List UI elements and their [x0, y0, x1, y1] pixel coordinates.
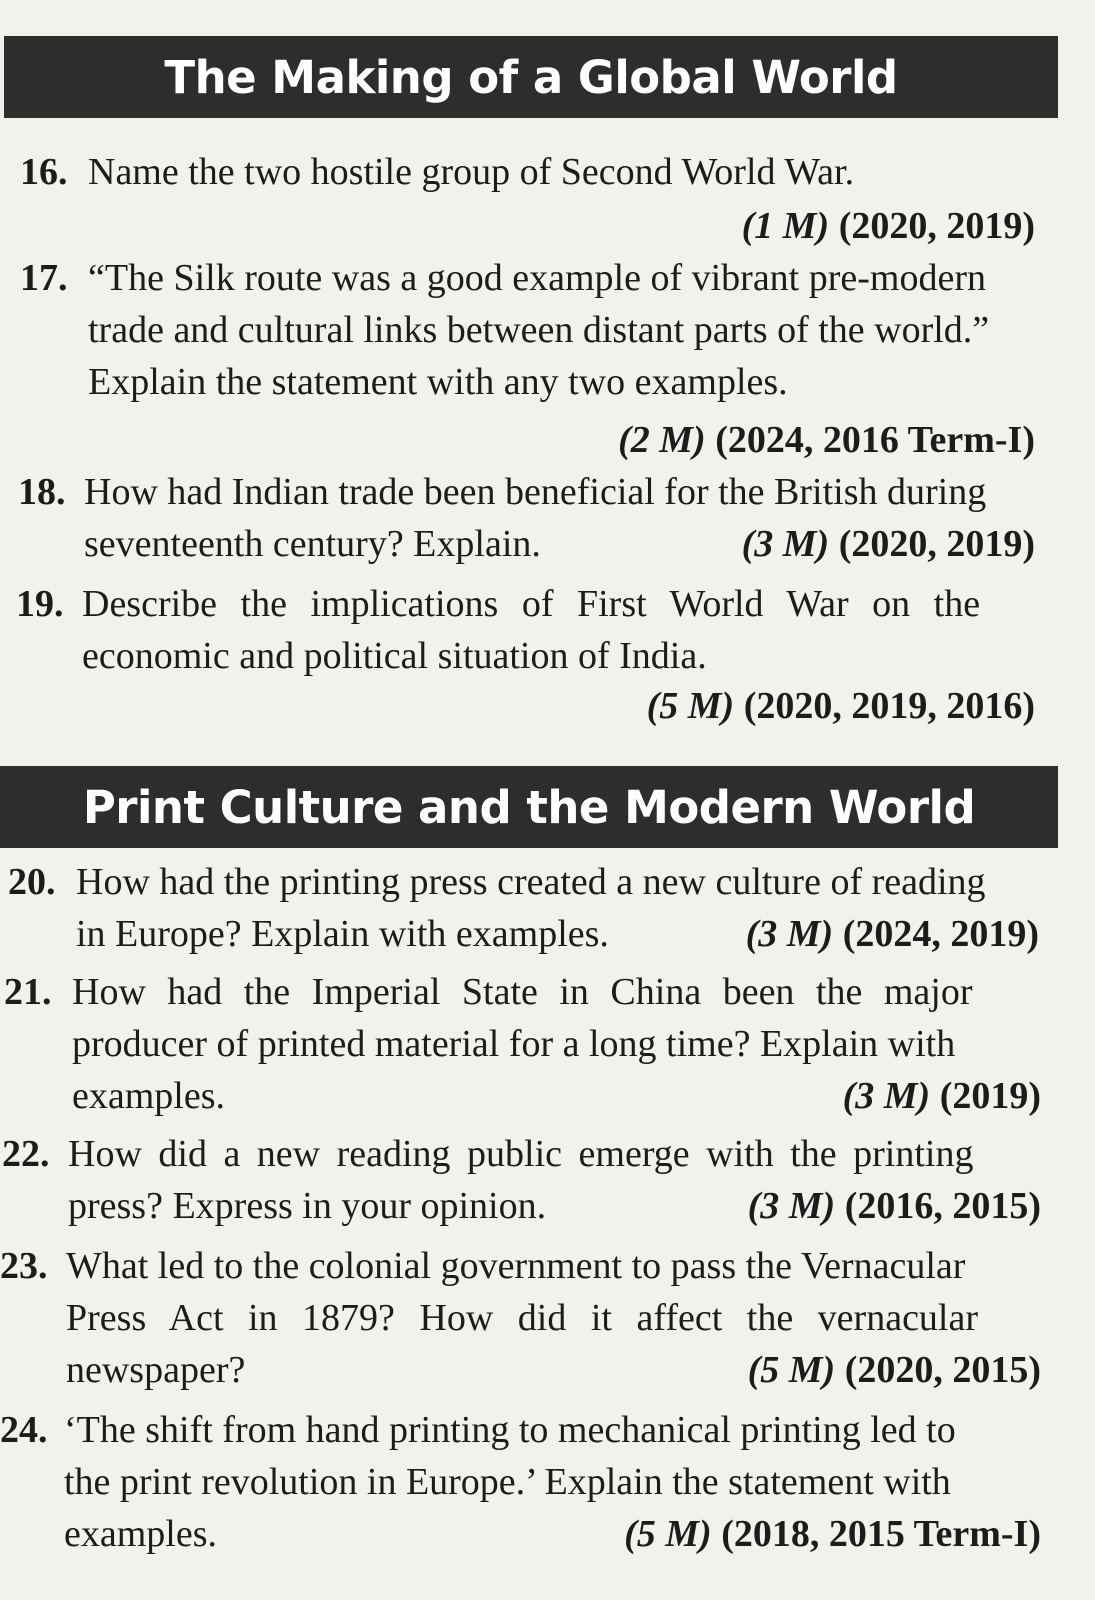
question-number: 24.: [0, 1409, 48, 1451]
question-line: producer of printed material for a long time? Explain with: [72, 1023, 956, 1065]
question-line: How had the Imperial State in China been the major: [72, 971, 973, 1013]
question-number: 23.: [0, 1245, 48, 1287]
question-line: How did a new reading public emerge with the printing: [68, 1133, 974, 1175]
question-line: newspaper?: [66, 1349, 246, 1391]
question-line: economic and political situation of India.: [82, 635, 707, 677]
question-line: Name the two hostile group of Second World War.: [88, 151, 855, 193]
question-marks: (3 M) (2024, 2019): [745, 913, 1039, 955]
question-line: examples.: [64, 1513, 218, 1555]
question-marks: (5 M) (2020, 2015): [747, 1349, 1041, 1391]
question-marks: (3 M) (2016, 2015): [747, 1185, 1041, 1227]
question-marks: (3 M) (2020, 2019): [741, 523, 1035, 565]
question-19: [16, 578, 1036, 688]
section-title: The Making of a Global World: [164, 50, 898, 104]
question-number: 21.: [4, 971, 52, 1013]
question-number: 20.: [8, 861, 56, 903]
question-line: the print revolution in Europe.’ Explain the statement with: [64, 1461, 951, 1503]
question-marks: (5 M) (2020, 2019, 2016): [646, 685, 1035, 727]
question-line: How had Indian trade been beneficial for the British during: [84, 471, 987, 513]
question-line: How had the printing press created a new culture of reading: [76, 861, 986, 903]
question-line: Press Act in 1879? How did it affect the vernacular: [66, 1297, 979, 1339]
question-line: ‘The shift from hand printing to mechanical printing led to: [64, 1409, 956, 1451]
question-line: What led to the colonial government to pass the Vernacular: [66, 1245, 966, 1287]
question-line: trade and cultural links between distant parts of the world.”: [88, 309, 990, 351]
question-number: 22.: [2, 1133, 50, 1175]
question-line: “The Silk route was a good example of vibrant pre-modern: [88, 257, 986, 299]
section-header-print-culture: [0, 766, 1058, 848]
question-marks: (5 M) (2018, 2015 Term-I): [624, 1513, 1041, 1555]
question-number: 19.: [16, 583, 64, 625]
section-title: Print Culture and the Modern World: [82, 780, 976, 834]
question-marks: (1 M) (2020, 2019): [741, 205, 1035, 247]
question-number: 16.: [20, 151, 68, 193]
question-number: 17.: [20, 257, 68, 299]
question-line: Explain the statement with any two examples.: [88, 361, 788, 403]
question-marks: (2 M) (2024, 2016 Term-I): [618, 419, 1035, 461]
question-line: Describe the implications of First World War on the: [82, 583, 981, 625]
question-line: press? Express in your opinion.: [68, 1185, 547, 1227]
question-line: examples.: [72, 1075, 226, 1117]
question-line: seventeenth century? Explain.: [84, 523, 541, 565]
question-17: [20, 252, 1040, 412]
question-marks: (3 M) (2019): [842, 1075, 1041, 1117]
section-header-global-world: [4, 36, 1058, 118]
question-line: in Europe? Explain with examples.: [76, 913, 609, 955]
question-number: 18.: [18, 471, 66, 513]
